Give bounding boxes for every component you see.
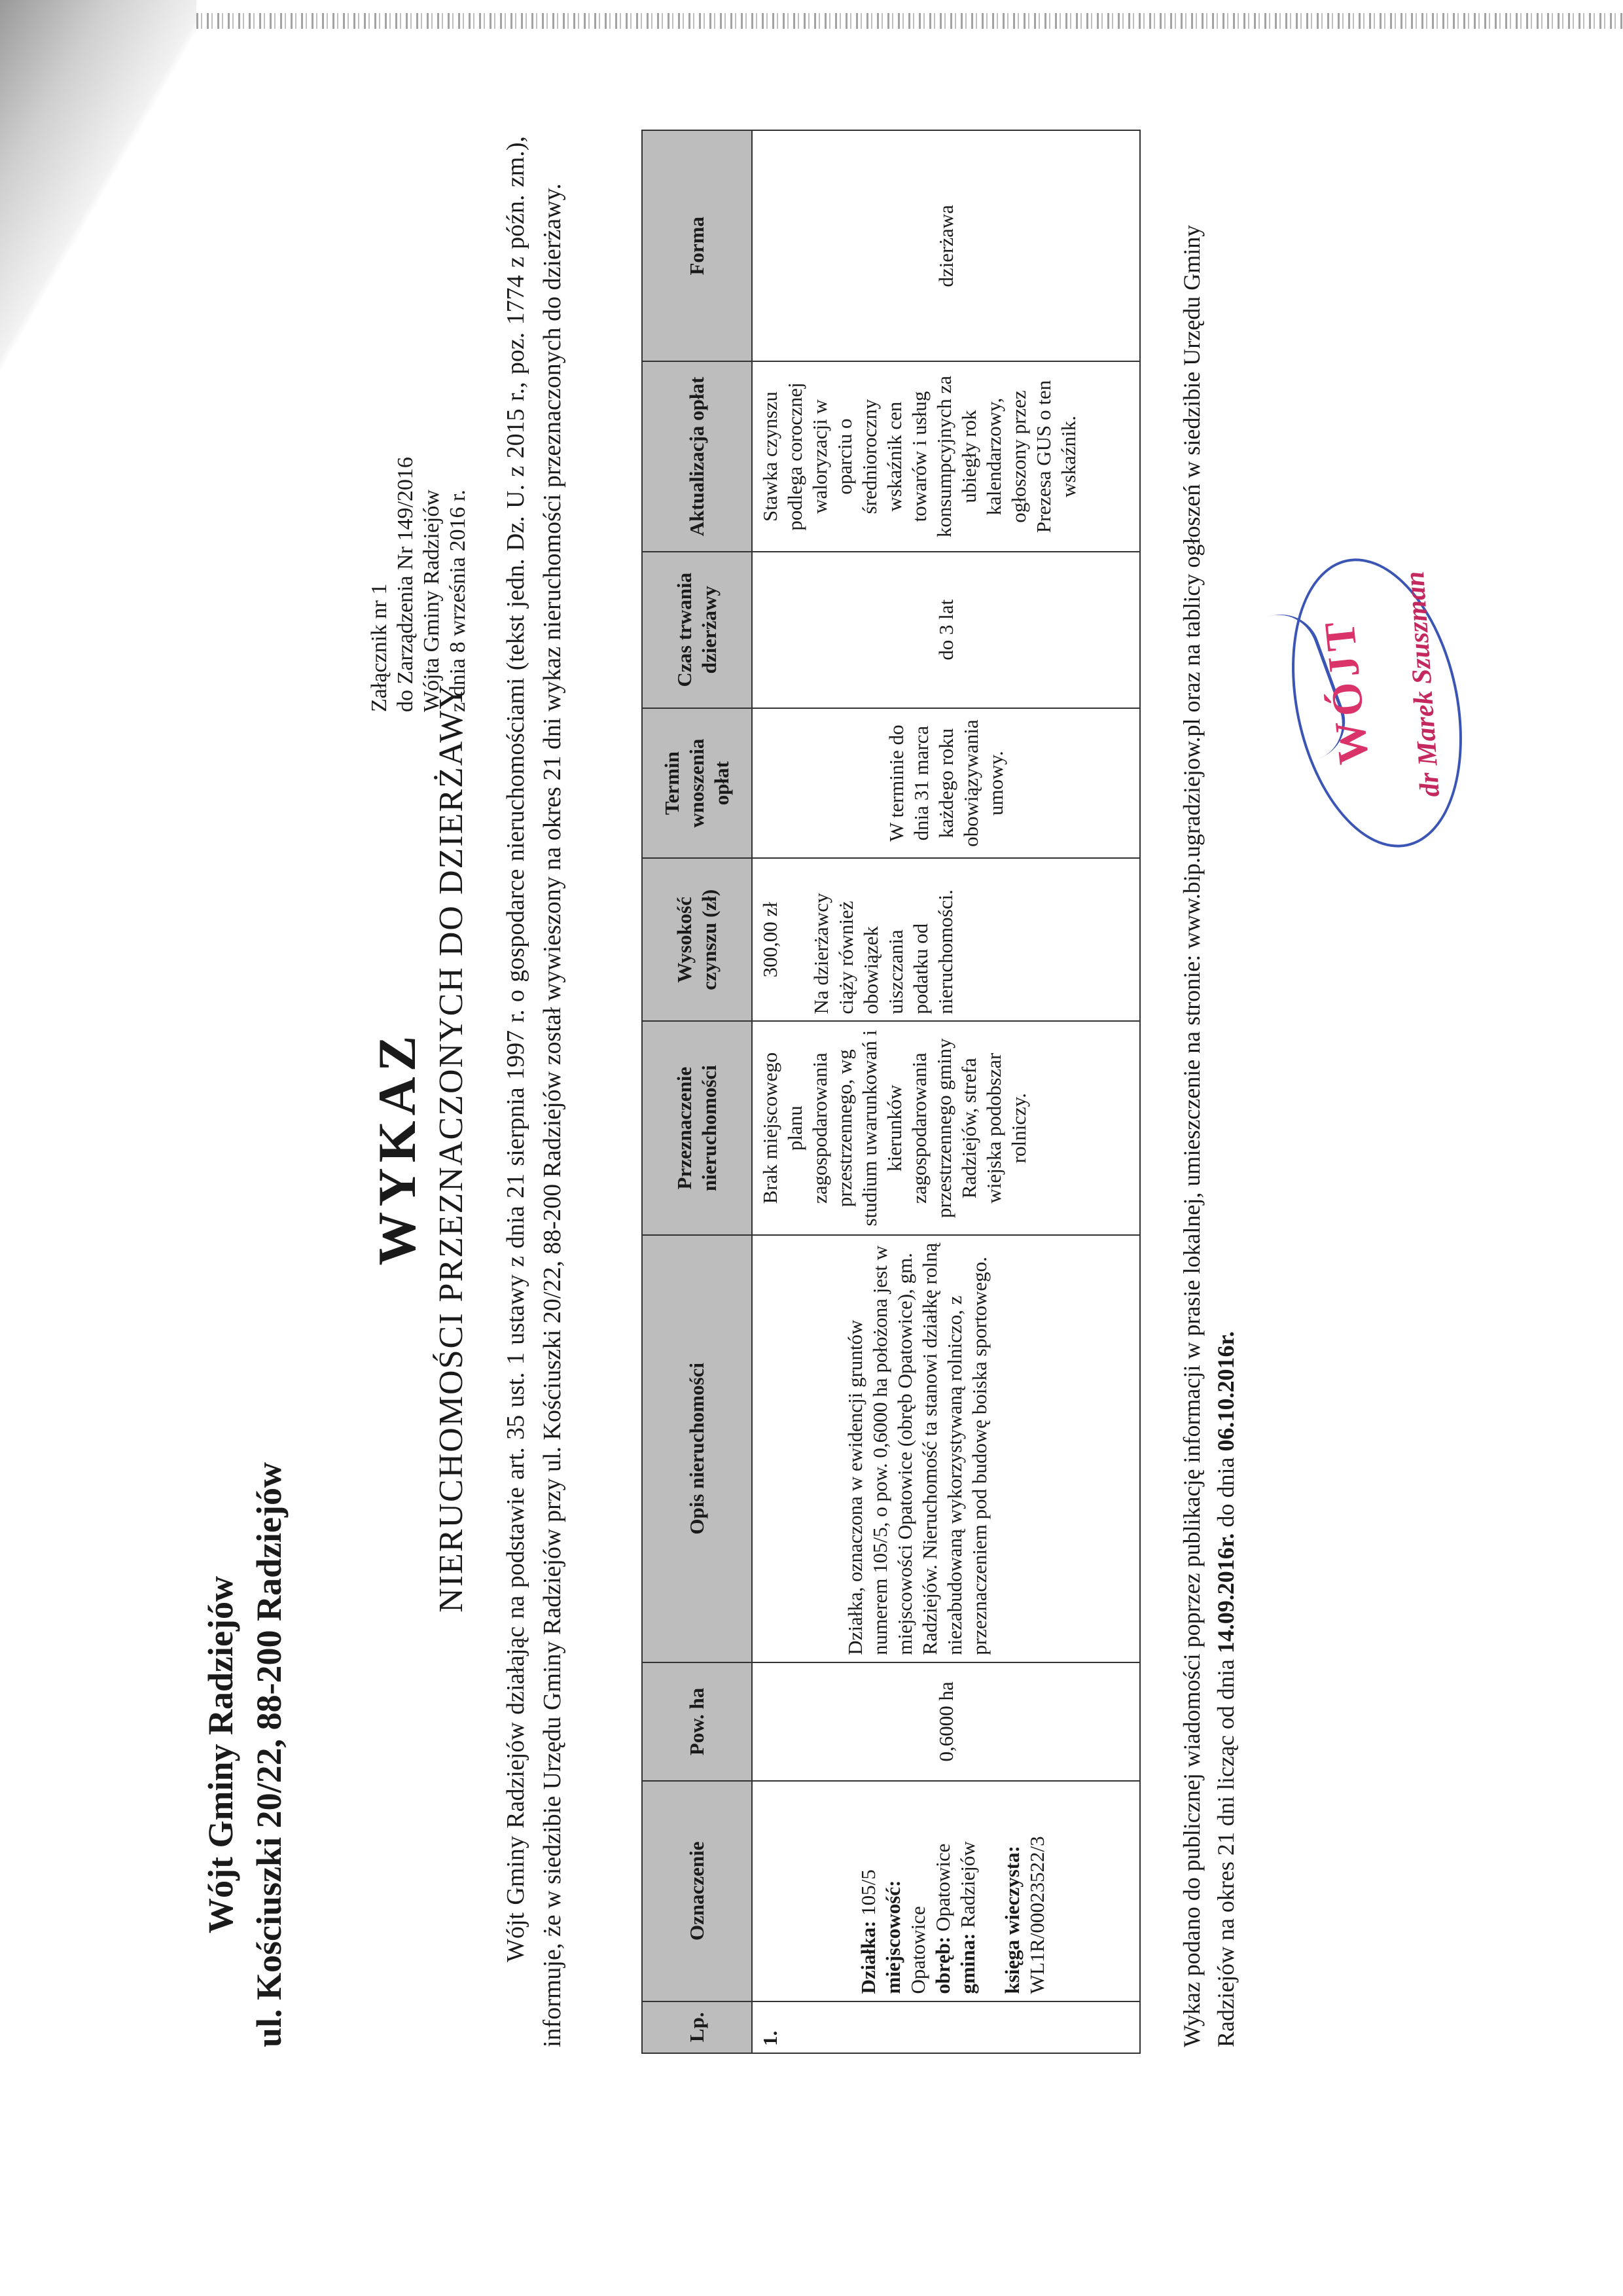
commune-line bbox=[955, 1788, 980, 1994]
office-name: Wójt Gminy Radziejów bbox=[201, 1576, 240, 1933]
parcel-label: Działka: bbox=[857, 1920, 880, 1994]
header-aktualizacja: Aktualizacja opłat bbox=[642, 362, 752, 552]
locality-value: Opatowice bbox=[906, 1906, 929, 1994]
office-header bbox=[196, 1462, 293, 2047]
header-wysokosc: Wysokość czynszu (zł) bbox=[642, 858, 752, 1021]
stamp-name: dr Marek Szuszman bbox=[1400, 570, 1446, 798]
parcel-info bbox=[856, 1788, 1050, 1994]
header-termin: Termin wnoszenia opłat bbox=[642, 708, 752, 858]
header-lp: Lp. bbox=[642, 2001, 752, 2053]
stamp-title: WÓJT bbox=[1315, 614, 1378, 767]
property-table bbox=[641, 130, 1141, 2054]
precinct-label: obręb: bbox=[931, 1936, 954, 1994]
precinct-line bbox=[931, 1788, 955, 1994]
cell-pow: 0,6000 ha bbox=[752, 1662, 1140, 1781]
footer-date-from: 14.09.2016r. bbox=[1213, 1533, 1239, 1654]
header-opis: Opis nieruchomości bbox=[642, 1235, 752, 1662]
cell-oznaczenie bbox=[752, 1781, 1140, 2001]
annex-line: Wójta Gminy Radziejów bbox=[419, 490, 444, 712]
cell-czas: do 3 lat bbox=[752, 552, 1140, 708]
annex-line: z dnia 8 września 2016 r. bbox=[446, 490, 470, 712]
intro-paragraph: Wójt Gminy Radziejów działając na podstawie art. 35 ust. 1 ustawy z dnia 21 sierpnia 1997 r. o gospodarce nieruchomościami (tekst jedn. Dz. U. z 2015 r., poz. 1774 z późn. zm.), informuje, że w siedzibie Urzędu Gminy Radziejów przy ul. Kościuszki 20/22, 88-200 Radziejów został wywieszony na okres 21 dni wykaz nieruchomości przeznaczonych do dzierżawy. bbox=[502, 136, 566, 2047]
header-pow: Pow. ha bbox=[642, 1662, 752, 1781]
footer-text-1: Wykaz podano do publicznej wiadomości poprzez publikację informacji w prasie lokalnej, umieszczenie na stronie: www.bip.ugradziejow.pl oraz na tablicy ogłoszeń w siedzibie Urzędu Gminy Radziejów na okres 21 dni licząc od dnia bbox=[1179, 224, 1239, 2047]
land-register-value: WL1R/00023522/3 bbox=[1026, 1836, 1048, 1994]
land-register-label bbox=[1000, 1788, 1025, 1994]
annex-line: Załącznik nr 1 bbox=[367, 583, 391, 712]
precinct-value: Opatowice bbox=[931, 1843, 954, 1931]
table-row bbox=[752, 130, 1140, 2053]
header-przeznaczenie: Przeznaczenie nieruchomości bbox=[642, 1021, 752, 1234]
cell-forma: dzierżawa bbox=[752, 130, 1140, 362]
header-forma: Forma bbox=[642, 130, 752, 362]
cell-lp: 1. bbox=[752, 2001, 1140, 2053]
description-text: Działka, oznaczona w ewidencji gruntów numerem 105/5, o pow. 0,6000 ha położona jest w miejscowości Opatowice (obręb Opatowice), gm. Radziejów. Nieruchomość ta stanowi działkę rolną niezabudowaną wykorzystywaną rolniczo, z przeznaczeniem pod budowę boiska sportowego. bbox=[844, 1242, 991, 1655]
header-czas: Czas trwania dzierżawy bbox=[642, 552, 752, 708]
cell-termin: W terminie do dnia 31 marca każdego roku obowiązywania umowy. bbox=[752, 708, 1140, 858]
commune-label: gmina: bbox=[956, 1933, 979, 1994]
footer-date-to: 06.10.2016r. bbox=[1213, 1331, 1239, 1452]
rent-amount: 300,00 zł bbox=[758, 902, 781, 978]
cell-aktualizacja: Stawka czynszu podlega corocznej waloryzacji w oparciu o średnioroczny wskaźnik cen towarów i usług konsumpcyjnych za ubiegły rok kalendarzowy, ogłoszony przez Prezesa GUS o ten wskaźnik. bbox=[752, 362, 1140, 552]
office-address: ul. Kościuszki 20/22, 88-200 Radziejów bbox=[249, 1462, 289, 2047]
locality-label-text: miejscowość: bbox=[882, 1880, 904, 1994]
parcel-value: 105/5 bbox=[857, 1869, 880, 1916]
commune-value: Radziejów bbox=[956, 1841, 979, 1928]
land-register-label-text: księga wieczysta: bbox=[1001, 1846, 1024, 1994]
document-subtitle: NIERUCHOMOŚCI PRZEZNACZONYCH DO DZIERŻAWY bbox=[433, 683, 470, 1613]
parcel-line bbox=[856, 1788, 881, 1994]
locality-label bbox=[881, 1788, 906, 1994]
cell-wysokosc bbox=[752, 858, 1140, 1021]
cell-opis bbox=[752, 1235, 1140, 1662]
annex-line: do Zarządzenia Nr 149/2016 bbox=[393, 457, 418, 712]
document-title: WYKAZ bbox=[367, 1030, 427, 1266]
footer-note bbox=[1175, 136, 1243, 2047]
footer-text-2: do dnia bbox=[1213, 1451, 1239, 1534]
table-header-row bbox=[642, 130, 752, 2053]
rent-note: Na dzierżawcy ciąży również obowiązek uiszczania podatku od nieruchomości. bbox=[810, 889, 957, 1014]
header-oznaczenie: Oznaczenie bbox=[642, 1781, 752, 2001]
cell-przeznaczenie: Brak miejscowego planu zagospodarowania przestrzennego, wg studium uwarunkowań i kierunków zagospodarowania przestrzennego gminy Radziejów, strefa wiejska podobszar rolniczy. bbox=[752, 1021, 1140, 1234]
